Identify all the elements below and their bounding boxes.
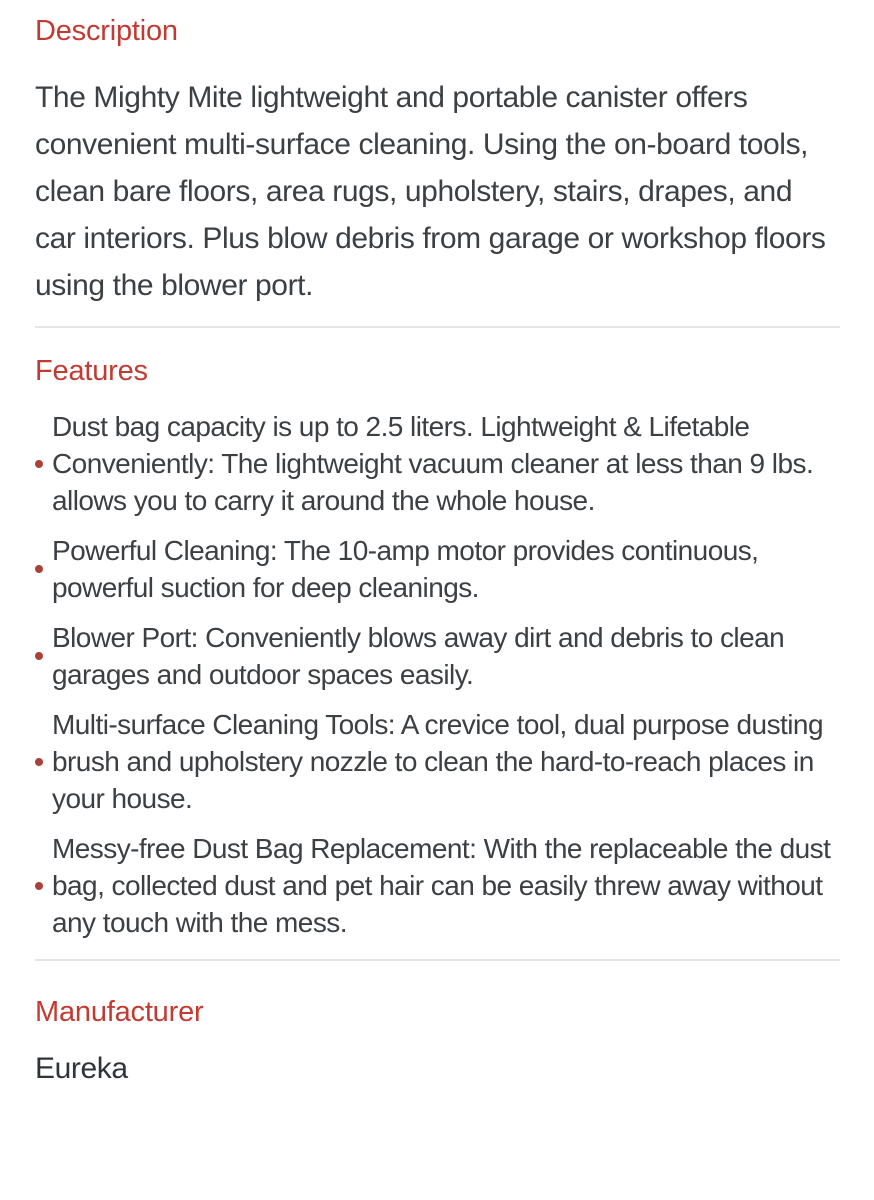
- feature-text: Dust bag capacity is up to 2.5 liters. Lightweight & Lifetable Conveniently: The lightweight vacuum cleaner at less than 9 lbs. allows you to carry it around the whole house.: [52, 411, 814, 516]
- bullet-icon: [35, 652, 43, 660]
- bullet-icon: [35, 758, 43, 766]
- section-divider: [35, 959, 840, 961]
- feature-text: Powerful Cleaning: The 10-amp motor provides continuous, powerful suction for deep cleanings.: [52, 535, 759, 603]
- feature-text: Multi-surface Cleaning Tools: A crevice tool, dual purpose dusting brush and upholstery nozzle to clean the hard-to-reach places in your house.: [52, 709, 823, 814]
- manufacturer-heading: Manufacturer: [35, 996, 204, 1028]
- description-section: [35, 14, 840, 309]
- description-text: The Mighty Mite lightweight and portable canister offers convenient multi-surface cleaning. Using the on-board tools, clean bare floors, area rugs, upholstery, stairs, drapes, and car interiors. Plus blow debris from garage or workshop floors using the blower port.: [35, 81, 826, 302]
- features-list: [35, 408, 840, 941]
- feature-text: Blower Port: Conveniently blows away dirt and debris to clean garages and outdoor spaces easily.: [52, 622, 785, 690]
- bullet-icon: [35, 460, 43, 468]
- features-heading: Features: [35, 355, 148, 387]
- bullet-icon: [35, 882, 43, 890]
- feature-item: [35, 619, 840, 693]
- feature-item: [35, 830, 840, 941]
- bullet-icon: [35, 565, 43, 573]
- manufacturer-value: Eureka: [35, 1052, 128, 1085]
- description-heading: Description: [35, 15, 178, 47]
- section-divider: [35, 326, 840, 328]
- features-section: [35, 354, 840, 941]
- manufacturer-section: [35, 995, 840, 1088]
- feature-item: [35, 706, 840, 817]
- feature-item: [35, 532, 840, 606]
- feature-item: [35, 408, 840, 519]
- feature-text: Messy-free Dust Bag Replacement: With the replaceable the dust bag, collected dust and pet hair can be easily threw away without any touch with the mess.: [52, 833, 831, 938]
